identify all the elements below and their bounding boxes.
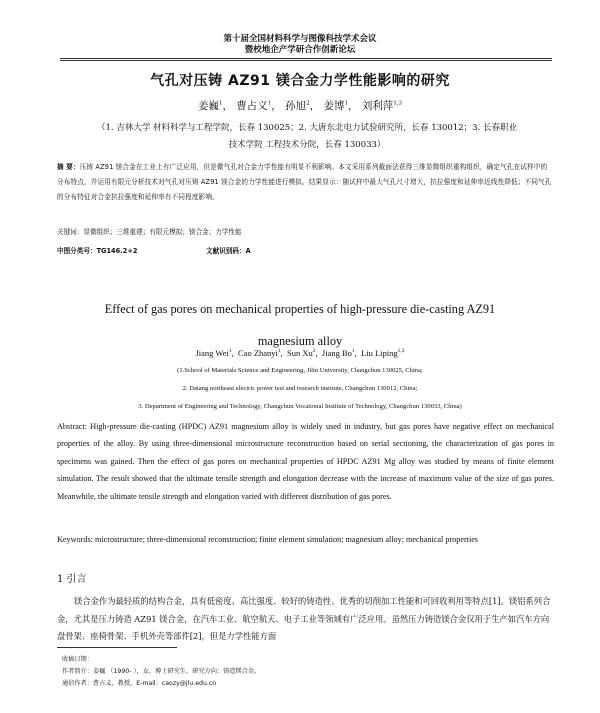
classification-zh [57,245,251,255]
author-sup: 1 [344,100,348,107]
paper-title-en-line2: magnesium alloy [257,334,343,348]
keywords-zh-label: 关键词： [57,228,84,236]
doc-code-label: 文献识别码： [206,247,246,255]
author-zh: 孙旭 [285,100,307,112]
author-sup: 1 [351,348,355,355]
author-zh: 姜巍 [197,100,219,112]
doc-code-value: A [245,247,251,255]
affiliation-en-3: 3. Department of Engineering and Technology, Changchun Vocational Institute of Technology, Changchun 130033, China) [138,403,462,410]
keywords-zh-text: 显微组织；三维重建；有限元模拟；镁合金；力学性能 [83,228,242,236]
author-en: Jiang Wei [195,348,229,358]
author-sup: 1 [228,348,232,355]
author-zh: 姜博 [323,100,345,112]
affiliation-zh-line1: （1. 吉林大学 材料科学与工程学院，长春 130025；2. 大唐东北电力试验研究所，长春 130012；3. 长春职业 [97,123,517,133]
section-heading-introduction: 1 引言 [57,574,87,585]
abstract-zh-label: 摘 要： [57,163,80,171]
footnote-rule [57,647,177,648]
author-list-zh: 姜巍$^1$， 曹占义$^1$， 孙旭$^2$， 姜博$^1$， 刘利萍$^{1,3}$ [197,100,403,112]
paper-title-en-line1: Effect of gas pores on mechanical properties of high-pressure die-casting AZ91 [104,302,496,316]
author-en: Jiang Bo [321,348,352,358]
footnote-author-bio: 作者简介：姜巍 （1990- ），女，博士研究生。研究方向：铸造镁合金。 [62,668,261,675]
abstract-en-text: High-pressure die-casting (HPDC) AZ91 magnesium alloy is widely used in industry, but gas pores have negative effect on mechanical properties of the alloy. By using three-dimensional microstructure reconstruction based on serial sectioning, the characterization of gas pores in specimens was gained. Then the effect of gas pores on mechanical properties of HPDC AZ91 Mg alloy was studied by means of finite element simulation. The result showed that the ultimate tensile strength and elongation decrease with the increase of maximum value of the size of gas pores. Meanwhile, the ultimate tensile strength and elongation varied with different distribution of gas pores. [57,422,554,501]
author-list-en: Jiang Wei$^1$, Cao Zhanyi$^1$, Sun Xu$^2$, Jiang Bo$^1$, Liu Liping$^{1,3}$ [195,348,405,358]
affiliation-en-2: 2. Datang northeast electric power test and research institute, Changchun 130012, China; [182,385,418,392]
footnote-corresponding: 通信作者：曹占义，教授，E-mail：caozy@jlu.edu.cn [62,680,217,687]
abstract-zh [57,160,554,205]
author-sup: 1 [277,348,281,355]
header-rule-bottom [60,60,552,61]
author-sup: 2 [306,100,310,107]
introduction-paragraph: 镁合金作为最轻质的结构合金，具有低密度、高比强度、较好的铸造性、优秀的切削加工性能和可回收利用等特点[1]。镁铝系列合金，尤其是压力铸造 AZ91 镁合金，在汽车工业、航空航天、电子工业等领域有广泛应用。虽然压力铸造镁合金仅用于生产如汽车方向盘骨架、座椅骨架、手机外壳等部件[2]，但是力学性能方面 [57,596,551,641]
author-en: Cao Zhanyi [238,348,278,358]
author-en: Liu Liping [361,348,398,358]
author-sup: 2 [312,348,316,355]
abstract-en-label: Abstract: [57,422,88,431]
abstract-zh-text: 压铸 AZ91 镁合金在工业上有广泛应用，但是微气孔对合金力学性能有明显不利影响。本文采用系列截面法获得三维显微组织重构组织，确定气孔在试样中的分布特点，并运用有限元分析技术对气孔对压铸 AZ91 镁合金的力学性能进行模拟。结果显示：随试样中最大气孔尺寸增大，抗拉强度和延伸率近线性降低；不同气孔的分布特征对合金抗拉强度和延伸率有不同程度影响。 [57,163,552,201]
keywords-zh [57,226,242,236]
footnote-received: 收稿日期： [62,656,93,663]
author-en: Sun Xu [287,348,313,358]
affiliation-zh-line2: 技术学院 工程技术分院，长春 130033） [228,140,386,150]
paper-title-zh: 气孔对压铸 AZ91 镁合金力学性能影响的研究 [150,73,450,89]
author-sup: 1,3 [397,348,405,355]
author-zh: 刘利萍 [361,100,394,112]
clc-label: 中图分类号： [57,247,97,255]
conference-name-line1: 第十届全国材料科学与图像科技学术会议 [223,34,377,44]
author-sup: 1 [218,100,223,107]
keywords-en [57,531,554,548]
clc-value: TG146.2+2 [96,247,138,255]
affiliation-en-1: (1.School of Materials Science and Engineering, Jilin University, Changchun 130025, China; [177,367,423,374]
keywords-en-text: microstructure; three-dimensional reconstruction; finite element simulation; magnesium alloy; mechanical properties [94,535,479,544]
author-zh: 曹占义 [236,100,268,112]
keywords-en-label: Keywords: [57,535,93,544]
author-sup: 1 [267,100,272,107]
affiliation-zh [62,120,552,154]
author-sup: 1,3 [393,100,403,107]
abstract-en [57,418,554,505]
header-rule-top [60,58,552,59]
conference-name-line2: 暨校地企产学研合作创新论坛 [244,45,356,55]
